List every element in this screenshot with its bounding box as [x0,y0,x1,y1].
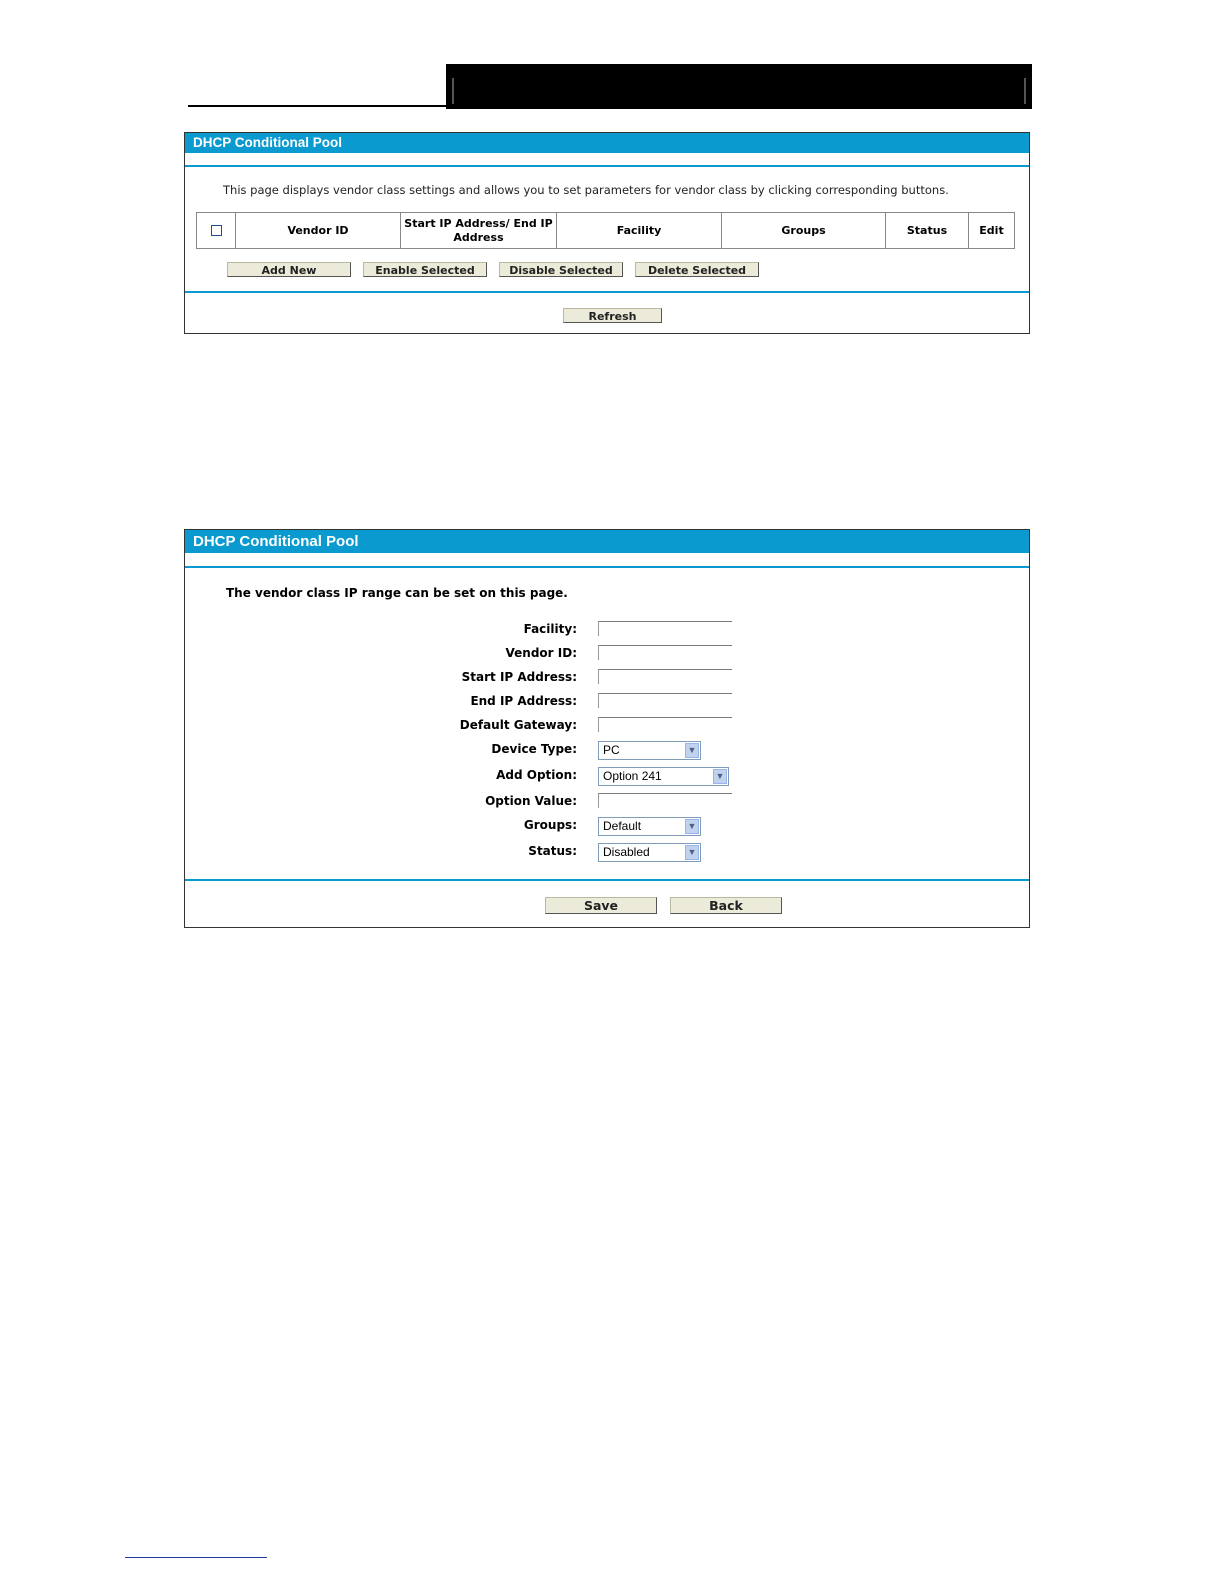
vendor-form-panel [184,529,1030,928]
separator [185,566,1029,568]
device-type-select[interactable] [598,741,701,760]
vendor-id-input[interactable] [598,645,732,660]
chevron-down-icon[interactable]: ▼ [713,769,727,784]
facility-label: Facility: [523,622,577,636]
vendor-list-panel [184,132,1030,334]
panel-title: DHCP Conditional Pool [185,133,1029,153]
option-value-label: Option Value: [485,794,577,808]
column-header-groups: Groups [722,213,886,249]
facility-input[interactable] [598,621,732,636]
table-header-row [197,213,1015,249]
end-ip-label: End IP Address: [470,694,577,708]
page-description: This page displays vendor class settings and allows you to set parameters for vendor class by clicking corresponding buttons. [223,183,949,197]
device-type-value: PC [603,743,620,757]
form-description: The vendor class IP range can be set on this page. [226,586,568,600]
device-type-label: Device Type: [491,742,577,756]
column-header-facility: Facility [557,213,722,249]
default-gateway-input[interactable] [598,717,732,732]
column-header-start-end-ip: Start IP Address/ End IP Address [401,213,557,249]
panel-title: DHCP Conditional Pool [185,530,1029,553]
groups-value: Default [603,819,642,833]
add-new-button[interactable]: Add New [227,262,351,277]
header-bar [446,64,1032,109]
separator [185,165,1029,167]
select-all-cell[interactable] [197,213,236,249]
chevron-down-icon[interactable]: ▼ [685,845,699,860]
start-ip-label: Start IP Address: [461,670,577,684]
delete-selected-button[interactable]: Delete Selected [635,262,759,277]
save-button[interactable]: Save [545,897,657,914]
end-ip-input[interactable] [598,693,732,708]
separator [185,291,1029,293]
add-option-label: Add Option: [496,768,577,782]
checkbox-icon[interactable] [211,225,222,236]
header-bar-tick [452,78,454,104]
column-header-edit: Edit [969,213,1015,249]
vendor-id-label: Vendor ID: [505,646,577,660]
vendor-table [196,212,1015,249]
start-ip-input[interactable] [598,669,732,684]
chevron-down-icon[interactable]: ▼ [685,743,699,758]
status-label: Status: [528,844,577,858]
option-value-input[interactable] [598,793,732,808]
header-rule [188,105,446,107]
separator [185,879,1029,881]
back-button[interactable]: Back [670,897,782,914]
groups-select[interactable] [598,817,701,836]
add-option-value: Option 241 [603,769,662,783]
disable-selected-button[interactable]: Disable Selected [499,262,623,277]
column-header-vendor-id: Vendor ID [236,213,401,249]
chevron-down-icon[interactable]: ▼ [685,819,699,834]
status-select[interactable] [598,843,701,862]
enable-selected-button[interactable]: Enable Selected [363,262,487,277]
add-option-select[interactable] [598,767,729,786]
column-header-status: Status [886,213,969,249]
groups-label: Groups: [523,818,577,832]
status-value: Disabled [603,845,650,859]
header-bar-tick [1024,78,1026,104]
refresh-button[interactable]: Refresh [563,308,662,323]
default-gateway-label: Default Gateway: [459,718,577,732]
footer-link-underline [125,1557,267,1558]
